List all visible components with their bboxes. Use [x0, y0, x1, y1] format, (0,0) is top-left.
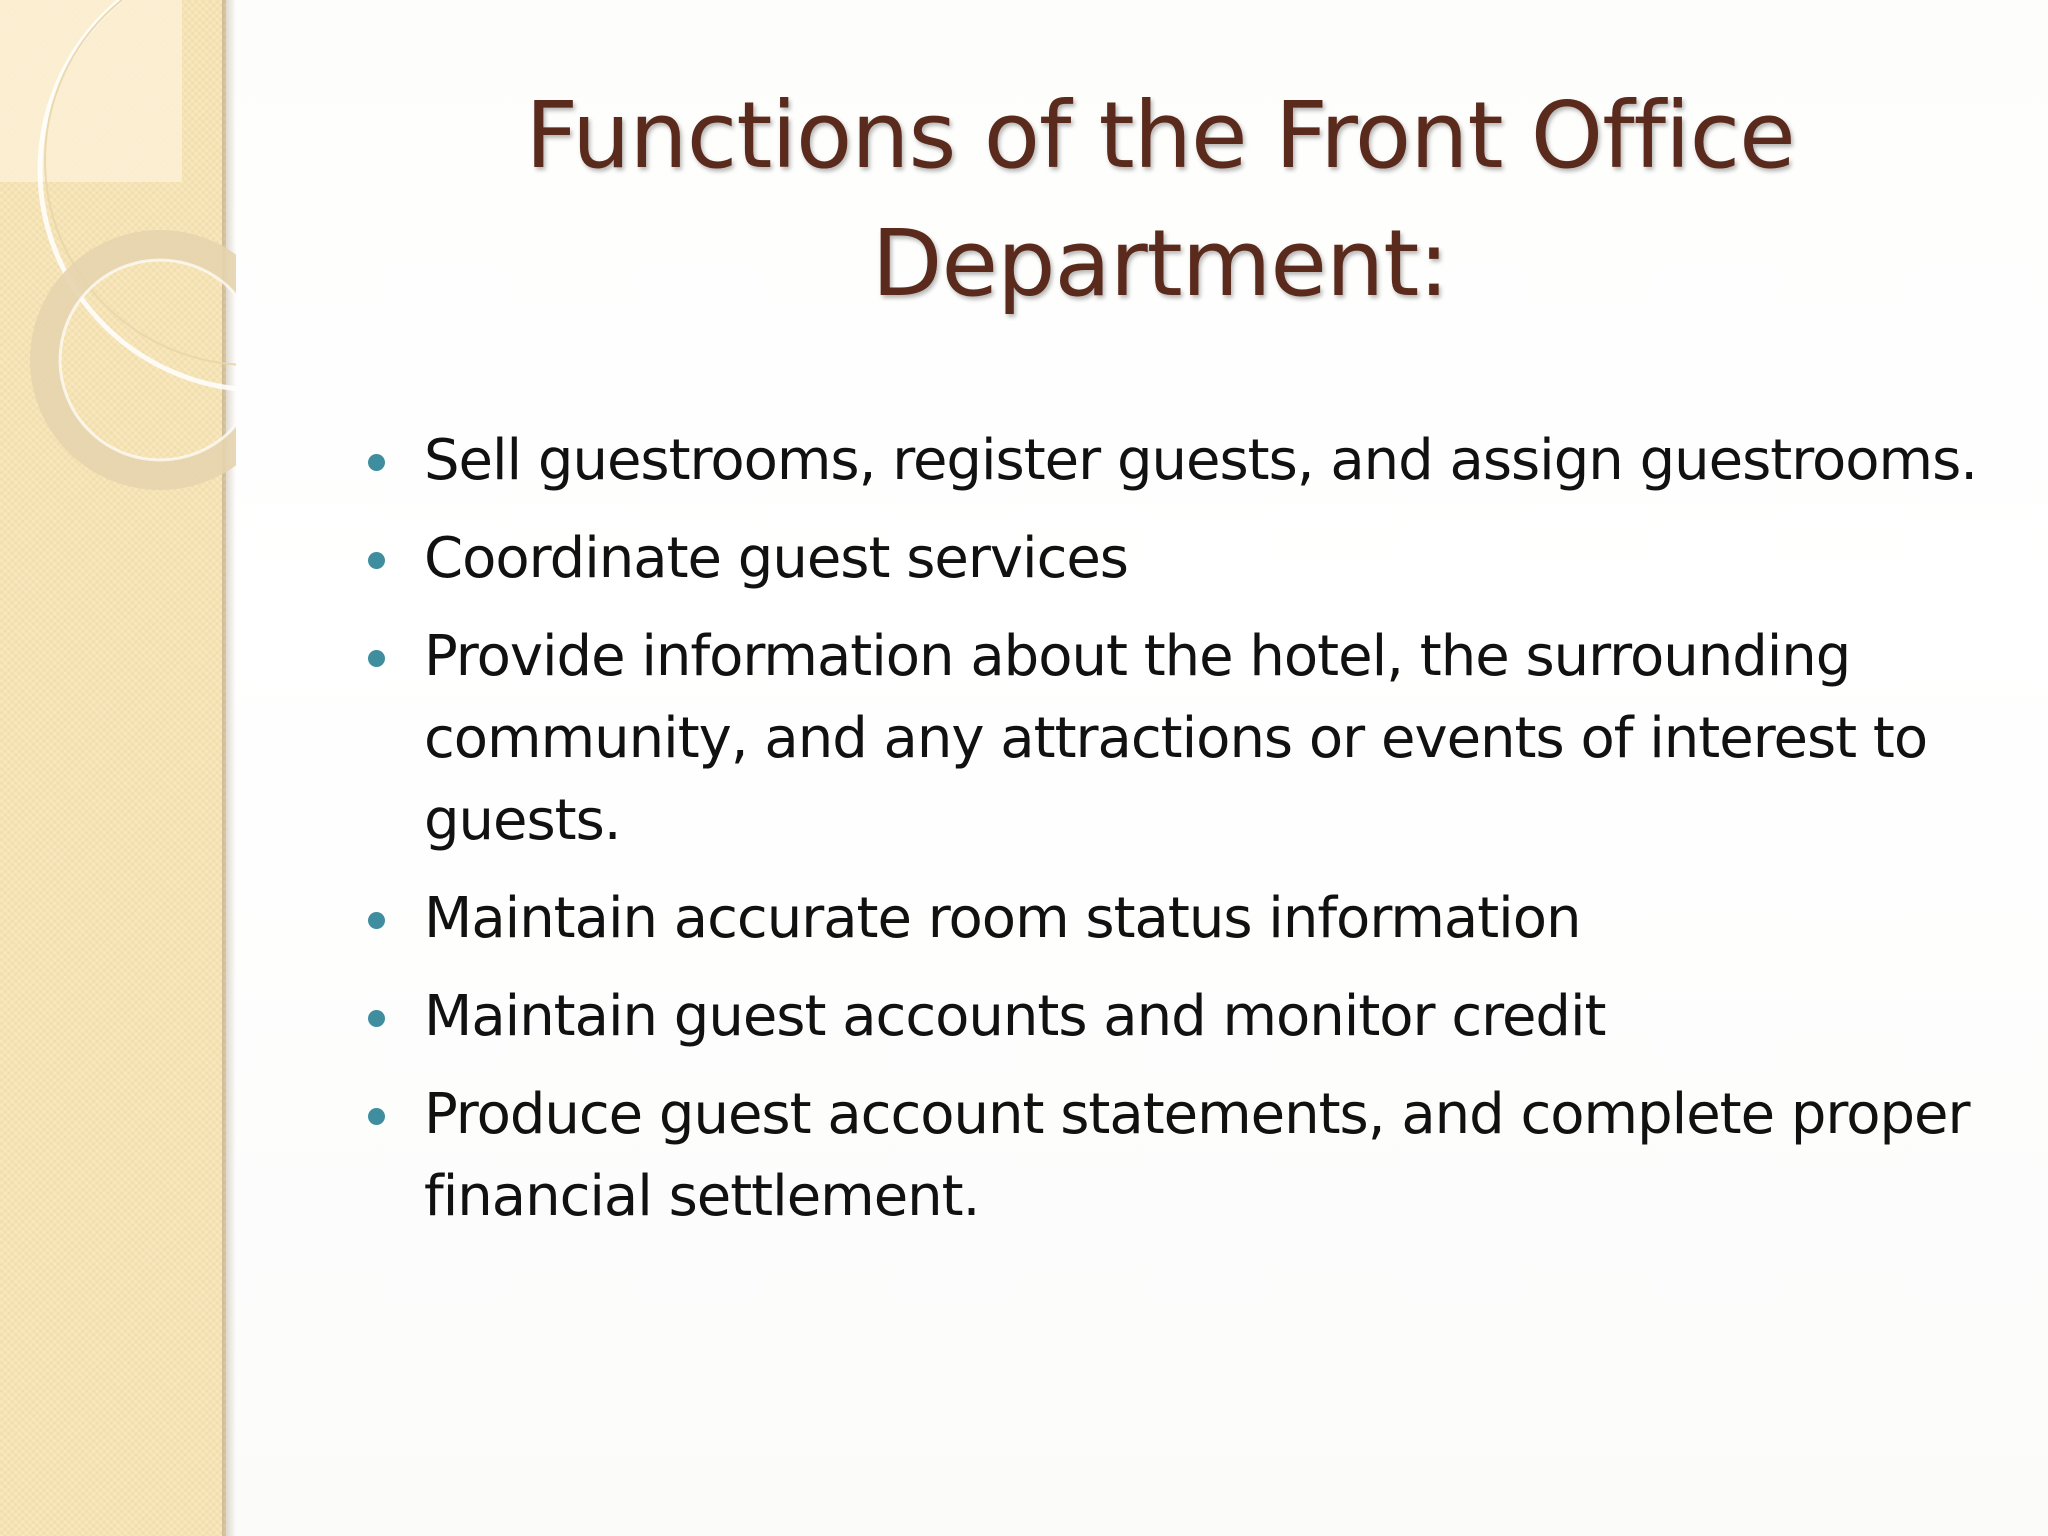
bullet-dot-icon: [368, 650, 385, 667]
bullet-text: Coordinate guest services: [424, 526, 1128, 591]
slide-title-line-1: Functions of the Front Office: [525, 82, 1795, 189]
bullet-text: Produce guest account statements, and complete proper financial settlement.: [424, 1082, 1970, 1229]
bullet-dot-icon: [368, 1108, 385, 1125]
slide-title: [380, 72, 1940, 328]
bullet-item: [362, 616, 1982, 862]
bullet-dot-icon: [368, 912, 385, 929]
bullet-item: [362, 1074, 1982, 1238]
bullet-item: [362, 518, 1982, 600]
bullet-item: [362, 976, 1982, 1058]
bullet-text: Maintain guest accounts and monitor credit: [424, 984, 1606, 1049]
bullet-item: [362, 878, 1982, 960]
bullet-item: [362, 420, 1982, 502]
bullet-text: Provide information about the hotel, the surrounding community, and any attractions or events of interest to guests.: [424, 624, 1928, 853]
bullet-text: Maintain accurate room status information: [424, 886, 1581, 951]
bullet-text: Sell guestrooms, register guests, and assign guestrooms.: [424, 428, 1978, 493]
bullet-dot-icon: [368, 454, 385, 471]
bullet-list: [362, 420, 1982, 1254]
bullet-dot-icon: [368, 552, 385, 569]
bullet-dot-icon: [368, 1010, 385, 1027]
slide-title-line-2: Department:: [871, 210, 1449, 317]
circle-rings-decoration-icon: [0, 0, 236, 520]
